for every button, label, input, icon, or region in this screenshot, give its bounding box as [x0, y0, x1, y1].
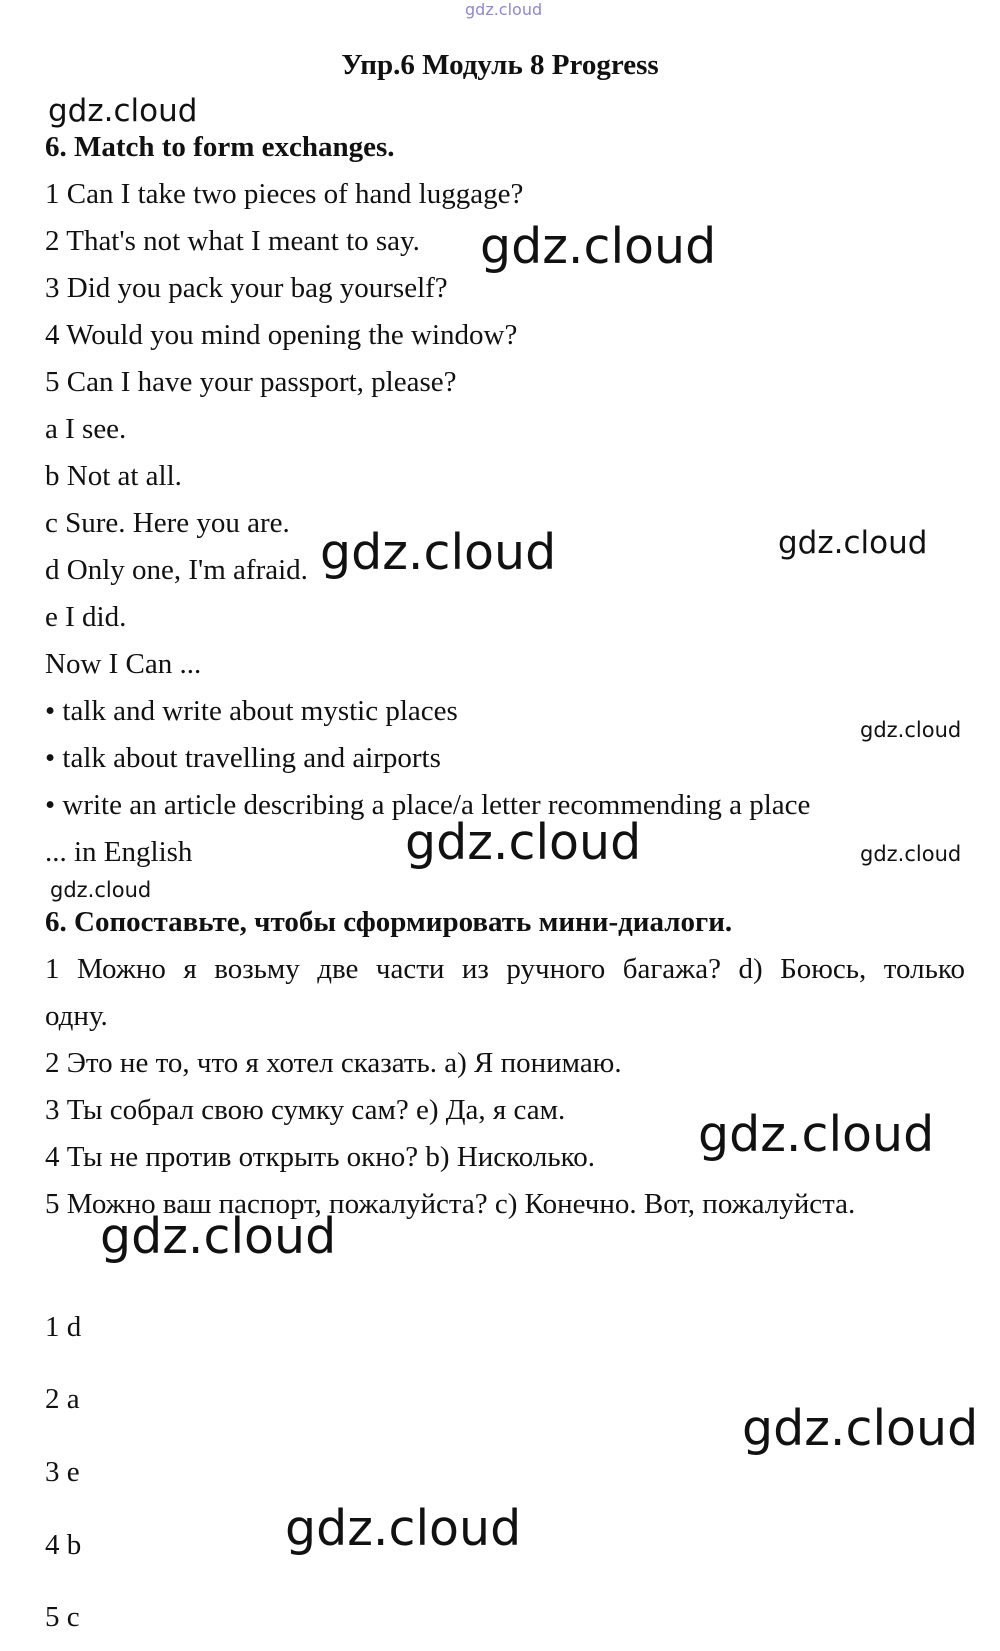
watermark: gdz.cloud [778, 525, 928, 561]
ru-line-1: 1 Можно я возьму две части из ручного багажа? d) Боюсь, только [45, 953, 965, 985]
watermark: gdz.cloud [48, 93, 198, 129]
question-5: 5 Can I have your passport, please? [45, 366, 457, 398]
answer-a: a I see. [45, 413, 127, 445]
in-english: ... in English [45, 836, 193, 868]
watermark: gdz.cloud [100, 1208, 337, 1265]
watermark: gdz.cloud [480, 218, 717, 275]
watermark: gdz.cloud [50, 878, 152, 902]
ru-line-4: 4 Ты не против открыть окно? b) Нисколько. [45, 1141, 595, 1173]
bullet-1: • talk and write about mystic places [45, 695, 458, 727]
question-1: 1 Can I take two pieces of hand luggage? [45, 178, 524, 210]
ru-line-2: 2 Это не то, что я хотел сказать. a) Я понимаю. [45, 1047, 622, 1079]
watermark: gdz.cloud [860, 842, 962, 866]
watermark: gdz.cloud [698, 1106, 935, 1163]
key-3: 3 e [45, 1456, 80, 1488]
ru-line-3: 3 Ты собрал свою сумку сам? e) Да, я сам. [45, 1094, 566, 1126]
bullet-2: • talk about travelling and airports [45, 742, 441, 774]
answer-b: b Not at all. [45, 460, 182, 492]
exercise-heading-ru: 6. Сопоставьте, чтобы сформировать мини-диалоги. [45, 906, 733, 938]
watermark: gdz.cloud [742, 1400, 979, 1457]
question-3: 3 Did you pack your bag yourself? [45, 272, 448, 304]
key-4: 4 b [45, 1529, 82, 1561]
answer-e: e I did. [45, 601, 127, 633]
key-2: 2 a [45, 1383, 80, 1415]
watermark: gdz.cloud [285, 1500, 522, 1557]
watermark: gdz.cloud [320, 524, 557, 581]
answer-c: c Sure. Here you are. [45, 507, 290, 539]
now-i-can: Now I Can ... [45, 648, 202, 680]
key-1: 1 d [45, 1311, 82, 1343]
page-title: Упр.6 Модуль 8 Progress [341, 49, 659, 81]
ru-line-5: 5 Можно ваш паспорт, пожалуйста? c) Конечно. Вот, пожалуйста. [45, 1188, 856, 1220]
exercise-heading-en: 6. Match to form exchanges. [45, 131, 395, 163]
ru-line-1-cont: одну. [45, 1000, 108, 1032]
answer-d: d Only one, I'm afraid. [45, 554, 308, 586]
bullet-3: • write an article describing a place/a letter recommending a place [45, 789, 811, 821]
key-5: 5 c [45, 1601, 80, 1633]
question-2: 2 That's not what I meant to say. [45, 225, 420, 257]
watermark-top: gdz.cloud [465, 0, 543, 19]
question-4: 4 Would you mind opening the window? [45, 319, 518, 351]
watermark: gdz.cloud [860, 718, 962, 742]
watermark: gdz.cloud [405, 814, 642, 871]
